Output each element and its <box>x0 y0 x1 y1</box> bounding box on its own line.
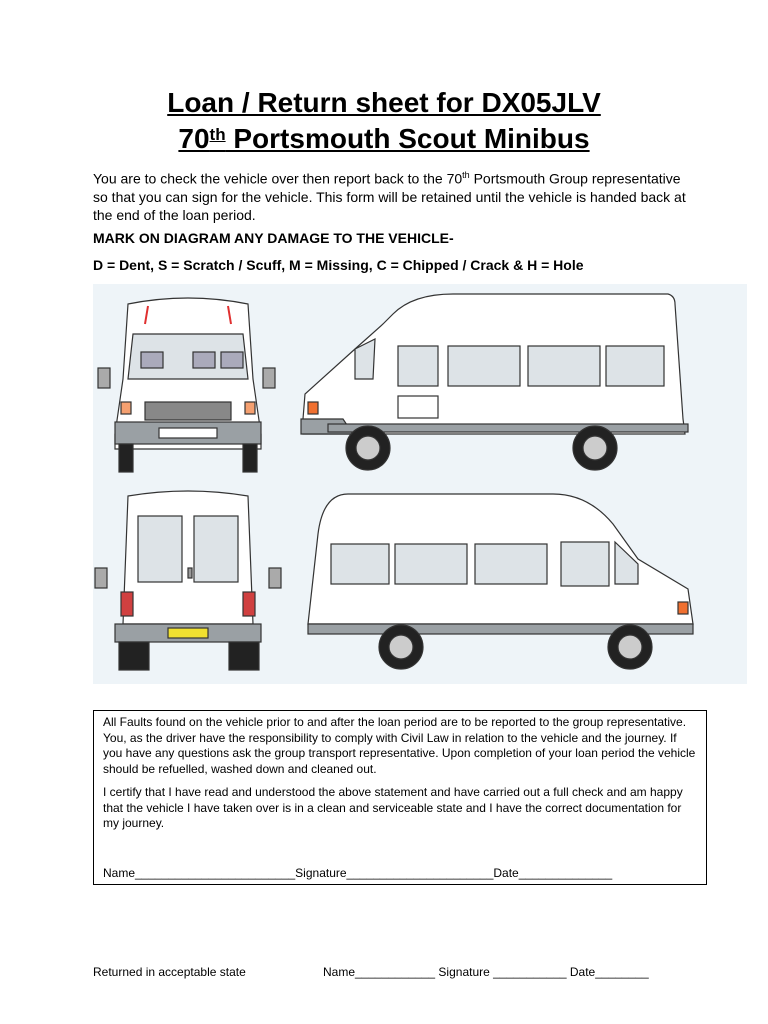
declaration-box <box>93 710 707 885</box>
van-front-view <box>98 298 275 472</box>
page-title: Loan / Return sheet for DX05JLV <box>167 87 601 118</box>
van-rear-view <box>95 491 281 670</box>
intro-paragraph: You are to check the vehicle over then report back to the 70th Portsmouth Group representative so that you can sign for the vehicle. This form will be retained until the vehicle is handed back at the end of the loan period. <box>93 170 686 223</box>
van-side-view-left <box>301 294 688 470</box>
return-signature-line[interactable]: Name____________ Signature ___________ Date________ <box>323 965 649 979</box>
van-side-view-right <box>308 494 693 669</box>
returned-label: Returned in acceptable state <box>93 965 246 979</box>
damage-legend: D = Dent, S = Scratch / Scuff, M = Missing, C = Chipped / Crack & H = Hole <box>93 257 584 273</box>
certify-statement: I certify that I have read and understood the above statement and have carried out a full check and am happy that the vehicle I have taken over is in a clean and serviceable state and I have the correct documentation for my journey. <box>103 785 683 830</box>
damage-heading: MARK ON DIAGRAM ANY DAMAGE TO THE VEHICLE- <box>93 230 454 246</box>
signature-line[interactable]: Name________________________Signature______________________Date______________ <box>103 866 613 880</box>
page-subtitle: 70th Portsmouth Scout Minibus <box>178 123 590 154</box>
vehicle-damage-diagram[interactable] <box>93 284 747 684</box>
faults-statement: All Faults found on the vehicle prior to and after the loan period are to be reported to the group representative. You, as the driver have the responsibility to comply with Civil Law in relation to the vehicle and the journey. If you have any questions ask the group transport representative. Upon completion of your loan period the vehicle should be refuelled, washed down and cleaned out. <box>103 715 696 776</box>
